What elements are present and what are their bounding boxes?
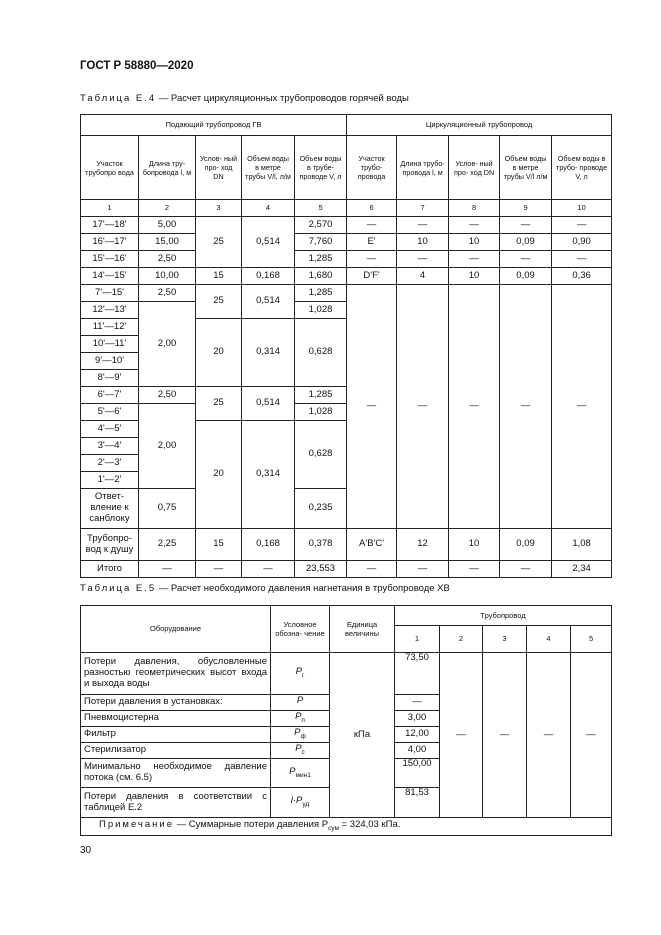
cell-unit: кПа [330,653,395,818]
cell: 0,235 [295,489,347,529]
cell: 2,00 [139,404,196,489]
cell-equipment: Потери давления в установках: [81,695,271,711]
cell: Ответ- вление к санблоку [81,489,139,529]
cell: — [449,561,500,578]
cell: — [500,285,552,529]
cell: 0,314 [242,319,295,387]
cell: 0,09 [500,529,552,561]
cell: — [196,561,242,578]
cell: 0,628 [295,319,347,387]
cell: — [397,217,449,234]
cell: 0,514 [242,285,295,319]
cell: 20 [196,421,242,529]
col-number: 2 [139,200,196,217]
col-header: Участок трубопро вода [81,136,139,200]
cell: — [397,251,449,268]
cell: — [242,561,295,578]
cell-value: 73,50 [395,653,440,695]
cell: 1,285 [295,387,347,404]
cell: D'F' [347,268,397,285]
cell: 10,00 [139,268,196,285]
cell: 17'—18' [81,217,139,234]
col-number: 6 [347,200,397,217]
cell: — [347,285,397,529]
cell: Трубопро- вод к душу [81,529,139,561]
group-header-circulation: Циркуляционный трубопровод [347,115,612,136]
cell: 1,08 [552,529,612,561]
cell: 2,25 [139,529,196,561]
cell: — [397,561,449,578]
cell: 15 [196,268,242,285]
cell: — [500,251,552,268]
cell: 1'—2' [81,472,139,489]
col-header: Объем воды в метре трубы V/l л/м [500,136,552,200]
cell: 15'—16' [81,251,139,268]
cell-symbol [271,759,330,788]
cell-symbol [271,727,330,743]
table-e5-caption [80,583,450,594]
cell: 12'—13' [81,302,139,319]
col-number: 7 [397,200,449,217]
col-number: 3 [483,626,527,653]
col-number: 3 [196,200,242,217]
cell: 1,285 [295,285,347,302]
table-row [81,217,612,234]
cell: 2,34 [552,561,612,578]
cell: 16'—17' [81,234,139,251]
table-row [81,285,612,302]
cell: 2,50 [139,251,196,268]
cell: 15,00 [139,234,196,251]
symbol-letter: P [295,666,302,678]
cell: 2,50 [139,387,196,404]
cell-value: 3,00 [395,711,440,727]
symbol-subscript: уд [302,801,310,809]
symbol-subscript: с [301,749,305,757]
cell: 2,570 [295,217,347,234]
col-header-equipment: Оборудование [81,606,271,653]
cell: 7'—15' [81,285,139,302]
table-row [81,653,612,695]
table-row [81,268,612,285]
cell: E' [347,234,397,251]
table-note [81,818,612,836]
cell-symbol [271,711,330,727]
cell: 8'—9' [81,370,139,387]
cell: 7,760 [295,234,347,251]
symbol-subscript: п [301,717,305,725]
table-e4 [80,114,612,578]
col-header-unit: Единица величины [330,606,395,653]
col-number: 4 [527,626,571,653]
cell-equipment: Потери давления в соответствии с таблицей Е.2 [81,788,271,818]
col-header: Длина трубо- провода l, м [397,136,449,200]
cell: 1,028 [295,404,347,421]
cell: 25 [196,387,242,421]
cell-value: — [483,653,527,818]
cell: 1,680 [295,268,347,285]
cell-value: — [440,653,483,818]
symbol-subscript: мин1 [295,771,311,779]
cell: 4 [397,268,449,285]
col-number: 2 [440,626,483,653]
cell: 10 [449,529,500,561]
cell: 1,285 [295,251,347,268]
cell: 0,378 [295,529,347,561]
cell: 10'—11' [81,336,139,353]
cell: 9'—10' [81,353,139,370]
cell: 0,36 [552,268,612,285]
col-header-symbol: Условное обозна- чение [271,606,330,653]
cell-equipment: Фильтр [81,727,271,743]
cell: — [552,251,612,268]
col-number: 1 [395,626,440,653]
cell: 5'—6' [81,404,139,421]
col-header: Объем воды в трубо- проводе V, л [552,136,612,200]
cell: A'B'C' [347,529,397,561]
cell-symbol [271,788,330,818]
cell: 0,90 [552,234,612,251]
cell-symbol [271,653,330,695]
cell-symbol [271,695,330,711]
cell: 0,168 [242,529,295,561]
table-row [81,251,612,268]
cell: 1,028 [295,302,347,319]
cell-equipment: Пневмоцистерна [81,711,271,727]
cell: 12 [397,529,449,561]
cell: 25 [196,217,242,268]
symbol-letter: P [294,727,301,739]
cell: 2,50 [139,285,196,302]
cell: — [500,561,552,578]
table-row [81,561,612,578]
symbol-letter: P [289,765,296,777]
cell-value: 150,00 [395,759,440,788]
col-number: 8 [449,200,500,217]
cell: — [552,217,612,234]
cell-equipment: Потери давления, обусловленные разностью геометрических высот входа и выхода воды [81,653,271,695]
group-header-supply: Подающий трубопровод ГВ [81,115,347,136]
table-row [81,234,612,251]
cell: 0,628 [295,421,347,489]
cell: 0,75 [139,489,196,529]
cell: Итого [81,561,139,578]
cell: 11'—12' [81,319,139,336]
col-header: Объем воды в метре трубы V/l, л/м [242,136,295,200]
col-header: Услов- ный про- ход DN [196,136,242,200]
col-header: Длина тру- бопровода l, м [139,136,196,200]
cell: — [397,285,449,529]
table-e4-caption [80,93,409,104]
cell: 10 [449,268,500,285]
table-e4-caption-label: Таблица Е.4 [80,93,157,104]
cell: 5,00 [139,217,196,234]
cell-equipment: Стерилизатор [81,743,271,759]
cell: 3'—4' [81,438,139,455]
cell-value: 81,53 [395,788,440,818]
cell: 15 [196,529,242,561]
col-number: 10 [552,200,612,217]
symbol-letter: P [296,695,304,707]
cell: 4'—5' [81,421,139,438]
symbol-letter: P [295,743,302,755]
cell: 0,514 [242,217,295,268]
cell-equipment: Минимально необходимое давление потока (см. 6.5) [81,759,271,788]
col-number: 1 [81,200,139,217]
col-header: Услов- ный про- ход DN [449,136,500,200]
table-e5-caption-label: Таблица Е.5 [80,583,157,594]
cell: 0,168 [242,268,295,285]
cell-value: — [527,653,571,818]
cell: — [347,217,397,234]
cell: 0,514 [242,387,295,421]
cell: — [449,251,500,268]
table-e5 [80,605,612,836]
col-number: 5 [295,200,347,217]
cell: 10 [449,234,500,251]
cell: — [347,561,397,578]
cell: — [449,285,500,529]
col-header-pipeline: Трубопровод [395,606,612,626]
cell-symbol [271,743,330,759]
cell: 0,09 [500,234,552,251]
cell-value: 12,00 [395,727,440,743]
table-row [81,529,612,561]
cell: 23,553 [295,561,347,578]
cell-value: — [571,653,612,818]
note-text: — Суммарные потери давления P [174,819,329,831]
cell: 20 [196,319,242,387]
cell: — [347,251,397,268]
col-number: 4 [242,200,295,217]
cell: 6'—7' [81,387,139,404]
cell-value: 4,00 [395,743,440,759]
cell: — [552,285,612,529]
cell: 14'—15' [81,268,139,285]
table-note-row [81,818,612,836]
document-header: ГОСТ Р 58880—2020 [80,60,194,72]
cell-value: — [395,695,440,711]
table-e5-caption-text: — Расчет необходимого давления нагнетания в трубопроводе ХВ [156,583,450,594]
cell: 0,314 [242,421,295,529]
note-label: Примечание [99,819,174,831]
table-e4-caption-text: — Расчет циркуляционных трубопроводов горячей воды [156,93,409,104]
col-header: Участок трубо- провода [347,136,397,200]
symbol-letter: l·P [290,795,303,807]
cell: 0,09 [500,268,552,285]
cell: 10 [397,234,449,251]
page-number: 30 [80,845,92,856]
cell: 2'—3' [81,455,139,472]
col-header: Объем воды в трубе- проводе V, л [295,136,347,200]
col-number: 5 [571,626,612,653]
symbol-subscript: ф [300,733,306,741]
cell: — [449,217,500,234]
cell: — [500,217,552,234]
note-subscript: сум [328,825,339,833]
note-text-end: = 324,03 кПа. [338,819,401,831]
symbol-letter: P [295,711,302,723]
col-number: 9 [500,200,552,217]
symbol-subscript: г [301,672,305,680]
cell: 25 [196,285,242,319]
cell: 2,00 [139,302,196,387]
cell: — [139,561,196,578]
